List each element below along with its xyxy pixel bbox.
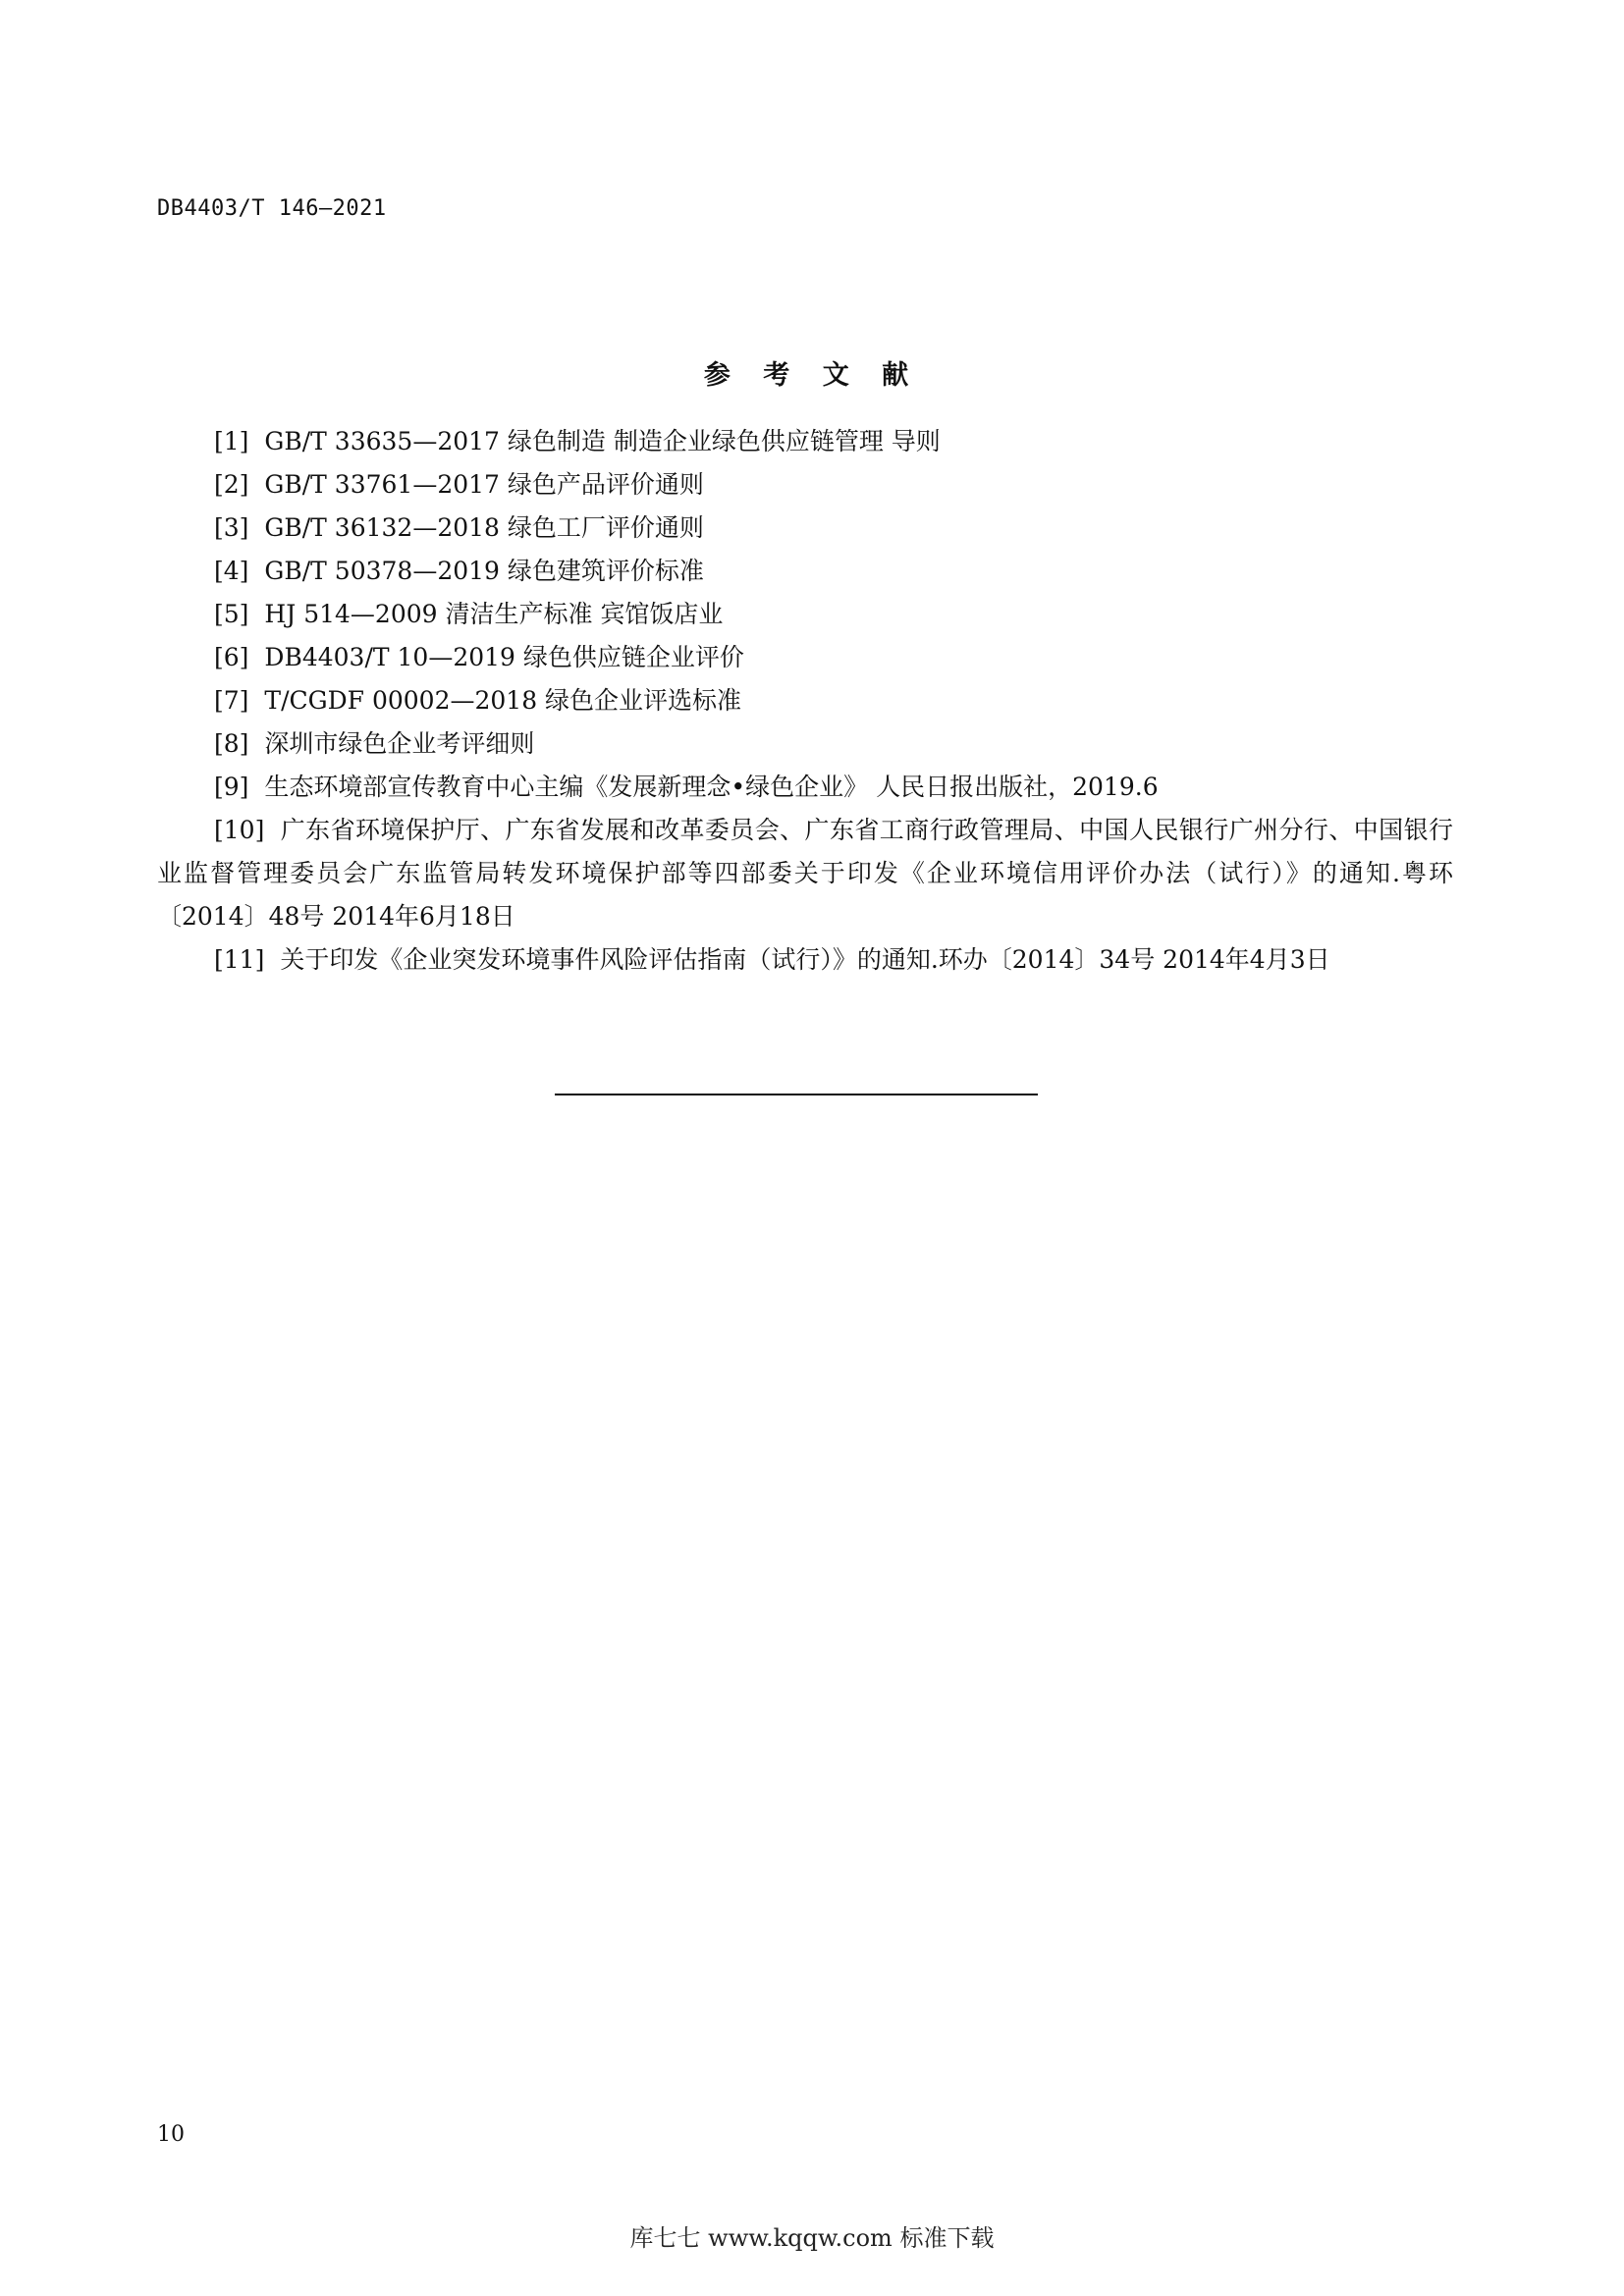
reference-item [157,593,1453,636]
reference-text: 深圳市绿色企业考评细则 [264,729,535,758]
reference-item [157,938,1453,982]
reference-item [157,809,1453,938]
reference-text: 关于印发《企业突发环境事件风险评估指南（试行）》的通知.环办〔2014〕34号 2014年4月3日 [280,945,1330,974]
reference-item [157,463,1453,507]
reference-text: DB4403/T 10—2019 绿色供应链企业评价 [264,643,744,671]
reference-number: [2] [214,470,249,499]
reference-item [157,722,1453,766]
page-title: 参 考 文 献 [703,360,921,391]
footer-watermark: 库七七 www.kqqw.com 标准下载 [629,2224,995,2252]
reference-text: 生态环境部宣传教育中心主编《发展新理念•绿色企业》 人民日报出版社，2019.6 [264,773,1159,801]
reference-number: [9] [214,773,249,801]
reference-item [157,420,1453,463]
reference-text: HJ 514—2009 清洁生产标准 宾馆饭店业 [264,600,724,628]
reference-item [157,636,1453,679]
reference-item [157,550,1453,593]
reference-number: [11] [214,945,265,974]
reference-number: [3] [214,513,249,542]
reference-number: [7] [214,686,249,715]
reference-text: 广东省环境保护厅、广东省发展和改革委员会、广东省工商行政管理局、中国人民银行广州分行、中国银行业监督管理委员会广东监管局转发环境保护部等四部委关于印发《企业环境信用评价办法（试行）》的通知.粤环〔2014〕48号 2014年6月18日 [157,816,1453,931]
reference-number: [1] [214,427,249,455]
reference-number: [10] [214,816,265,844]
reference-number: [8] [214,729,249,758]
page-number: 10 [157,2122,185,2147]
end-of-document-rule [555,1094,1038,1095]
document-code-header: DB4403/T 146—2021 [157,196,387,221]
reference-item [157,766,1453,809]
reference-text: GB/T 50378—2019 绿色建筑评价标准 [264,557,704,585]
reference-text: GB/T 33635—2017 绿色制造 制造企业绿色供应链管理 导则 [264,427,941,455]
reference-item [157,679,1453,722]
reference-number: [4] [214,557,249,585]
reference-text: T/CGDF 00002—2018 绿色企业评选标准 [264,686,742,715]
reference-list [157,420,1453,982]
reference-number: [5] [214,600,249,628]
reference-text: GB/T 33761—2017 绿色产品评价通则 [264,470,704,499]
reference-number: [6] [214,643,249,671]
reference-item [157,507,1453,550]
reference-text: GB/T 36132—2018 绿色工厂评价通则 [264,513,704,542]
